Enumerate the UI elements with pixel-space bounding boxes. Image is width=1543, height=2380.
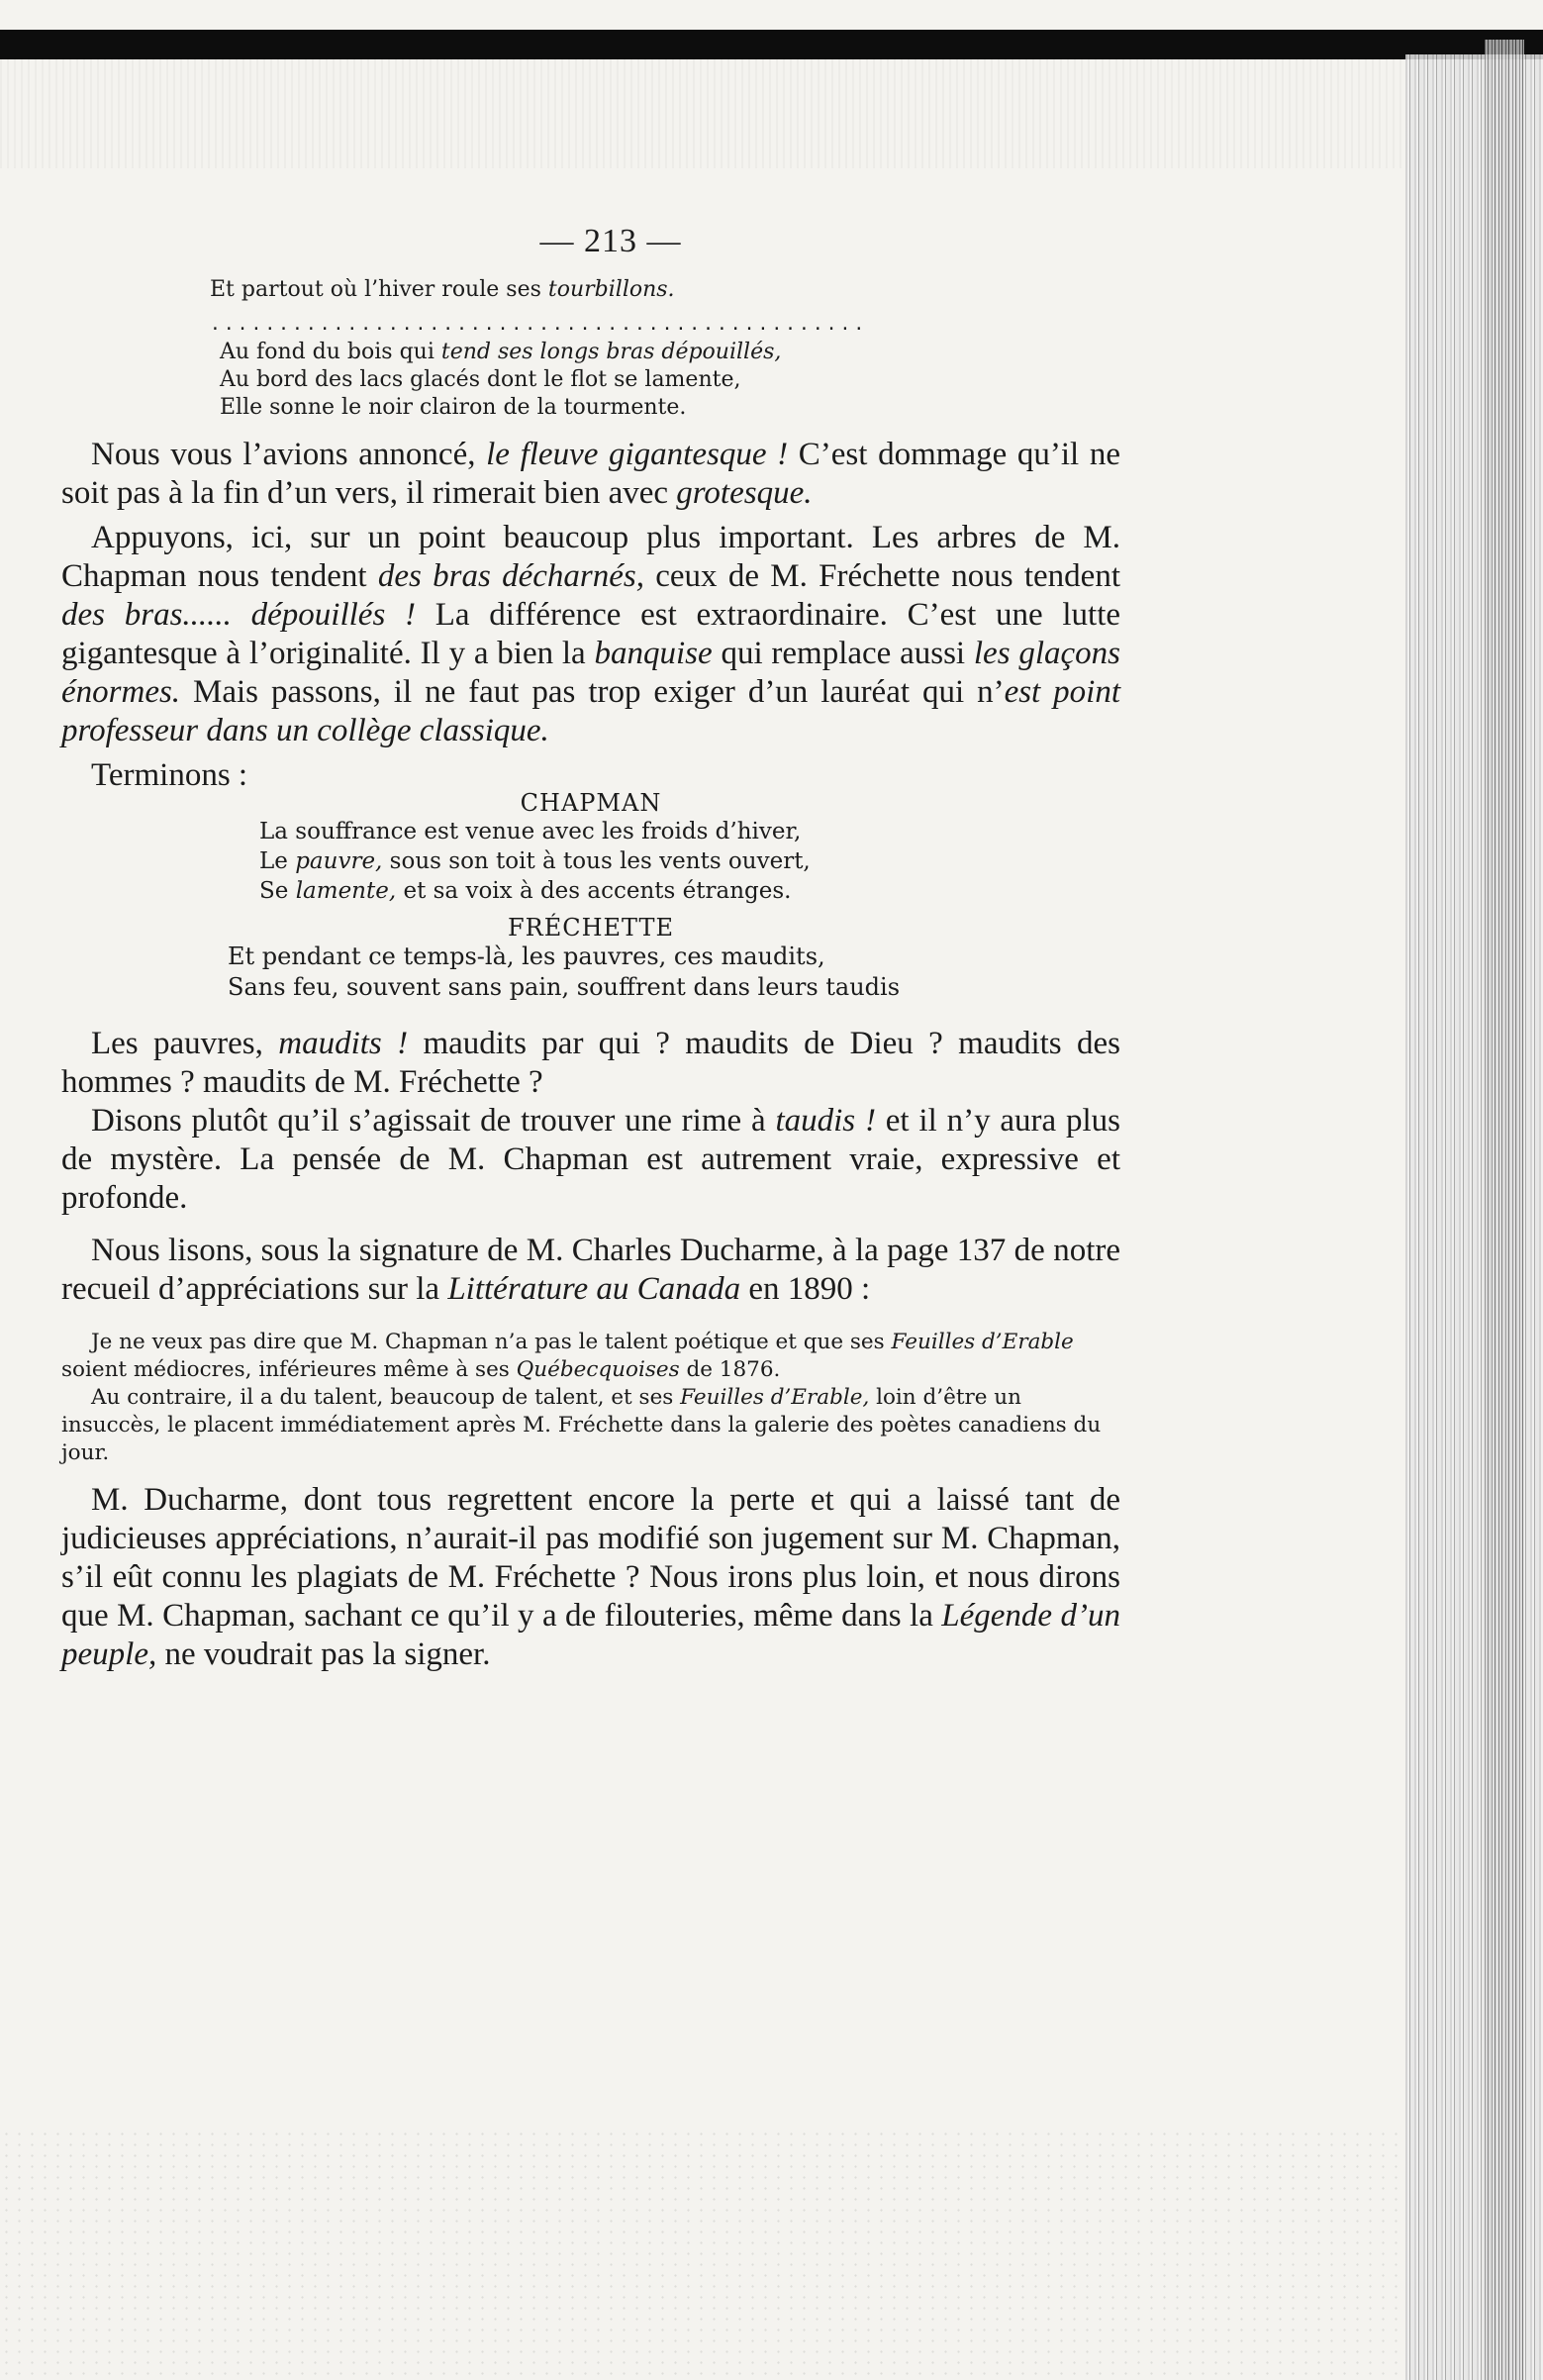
quote-paragraph-2 (61, 1384, 1120, 1467)
verse-line (259, 876, 1120, 906)
page-number: — 213 — (539, 223, 682, 259)
text: La différence est extraordinaire. C’est une lutte gigantesque à l’originalité. Il y a bien la (61, 597, 1121, 671)
italic-text: Québecquoises (516, 1357, 680, 1382)
frechette-heading: FRÉCHETTE (507, 914, 675, 942)
scan-top-border (0, 30, 1543, 59)
verse-text: sous son toit à tous les vents ouvert, (382, 848, 811, 874)
text: Disons plutôt qu’il s’agissait de trouver une rime à (91, 1103, 776, 1139)
text: ceux de M. Fréchette nous tendent (643, 558, 1120, 594)
stanza-line (220, 366, 1120, 394)
paragraph-5 (61, 1232, 1120, 1309)
verse-text: Se (259, 878, 296, 904)
chapman-heading: CHAPMAN (520, 789, 662, 817)
paragraph-4 (61, 1102, 1120, 1218)
italic-text: des bras décharnés, (377, 558, 644, 594)
verse-line (259, 817, 1120, 846)
epigraph-italic: tourbillons. (547, 277, 675, 302)
ellipsis-divider: ................................................ (210, 314, 868, 335)
verse-line: Sans feu, souvent sans pain, souffrent dans leurs taudis (228, 973, 901, 1001)
italic-text: grotesque. (676, 475, 813, 511)
italic-text: Littérature au Canada (447, 1271, 741, 1307)
quote-paragraph-1 (61, 1329, 1120, 1384)
verse-text: et sa voix à des accents étranges. (396, 878, 792, 904)
italic-text: est point professeur dans un collège classique. (61, 674, 1120, 748)
verse-text: La souffrance est venue avec les froids d’hiver, (259, 819, 802, 844)
italic-text: les glaçons énormes. (61, 636, 1120, 710)
text: loin d’être un insuccès, le placent immédiatement après M. Fréchette dans la galerie des poètes canadiens du jour. (61, 1385, 1102, 1465)
stanza-text: Elle sonne le noir clairon de la tourmente. (220, 395, 687, 420)
text: maudits par qui ? maudits de Dieu ? maudits des hommes ? maudits de M. Fréchette ? (61, 1026, 1120, 1100)
italic-text: Feuilles d’Erable (891, 1330, 1074, 1354)
epigraph (210, 276, 1120, 304)
text: Je ne veux pas dire que M. Chapman n’a pas le talent poétique et que ses (91, 1330, 892, 1354)
scan-noise (0, 59, 1543, 168)
text: Appuyons, ici, sur un point beaucoup plus important. Les arbres de M. Chapman nous tendent (61, 520, 1120, 594)
italic-text: Légende d’un peuple, (61, 1598, 1120, 1672)
italic-text: Feuilles d’Erable, (680, 1385, 870, 1410)
verse-text: Le (259, 848, 296, 874)
paragraph-1 (61, 436, 1120, 513)
paragraph-3 (61, 1025, 1120, 1102)
stanza-text: Au fond du bois qui (220, 340, 441, 364)
chapman-verse (259, 817, 1120, 906)
text: Les pauvres, (91, 1026, 279, 1061)
scan-speckle (0, 2129, 1405, 2380)
text: soient médiocres, inférieures même à ses (61, 1357, 517, 1382)
paragraph-2 (61, 519, 1120, 750)
verse-italic: pauvre, (295, 848, 383, 874)
epigraph-text: Et partout où l’hiver roule ses (210, 277, 541, 302)
text: Mais passons, il ne faut pas trop exiger d’un lauréat qui n’ (180, 674, 1005, 710)
italic-text: taudis ! (775, 1103, 876, 1139)
text: Nous lisons, sous la signature de M. Charles Ducharme, à la page 137 de notre recueil d’appréciations sur la (61, 1233, 1120, 1307)
italic-text: des bras...... dépouillés ! (61, 597, 417, 633)
verse-line (259, 846, 1120, 876)
text: qui remplace aussi (712, 636, 974, 671)
text: de 1876. (679, 1357, 781, 1382)
italic-text: le fleuve gigantesque ! (486, 437, 789, 472)
text: en 1890 : (740, 1271, 871, 1307)
frechette-verse (228, 942, 1120, 1003)
verse-italic: lamente, (295, 878, 397, 904)
book-gutter-shadow (1485, 40, 1524, 2380)
text: M. Ducharme, dont tous regrettent encore la perte et qui a laissé tant de judicieuses appréciations, n’aurait-il pas modifié son jugement sur M. Chapman, s’il eût connu les plagiats de M. Fréchette ? Nous irons plus loin, et nous dirons que M. Chapman, sachant ce qu’il y a de filouteries, même dans la (61, 1482, 1120, 1634)
stanza (220, 339, 1120, 422)
text: Au contraire, il a du talent, beaucoup de talent, et ses (91, 1385, 681, 1410)
stanza-line (220, 339, 1120, 366)
stanza-text: Au bord des lacs glacés dont le flot se lamente, (220, 367, 741, 392)
page-body (61, 223, 1120, 1674)
terminons-line: Terminons : (91, 757, 248, 793)
stanza-italic: tend ses longs bras dépouillés, (440, 340, 782, 364)
paragraph-6 (61, 1481, 1120, 1674)
text: et il n’y aura plus de mystère. La pensée de M. Chapman est autrement vraie, expressive et profonde. (61, 1103, 1121, 1216)
text: Nous vous l’avions annoncé, (91, 437, 487, 472)
text: C’est dommage qu’il ne soit pas à la fin d’un vers, il rimerait bien avec (61, 437, 1120, 511)
text: ne voudrait pas la signer. (156, 1636, 491, 1672)
verse-line: Et pendant ce temps-là, les pauvres, ces maudits, (228, 942, 825, 970)
italic-text: maudits ! (278, 1026, 409, 1061)
stanza-line (220, 394, 1120, 422)
italic-text: banquise (594, 636, 713, 671)
